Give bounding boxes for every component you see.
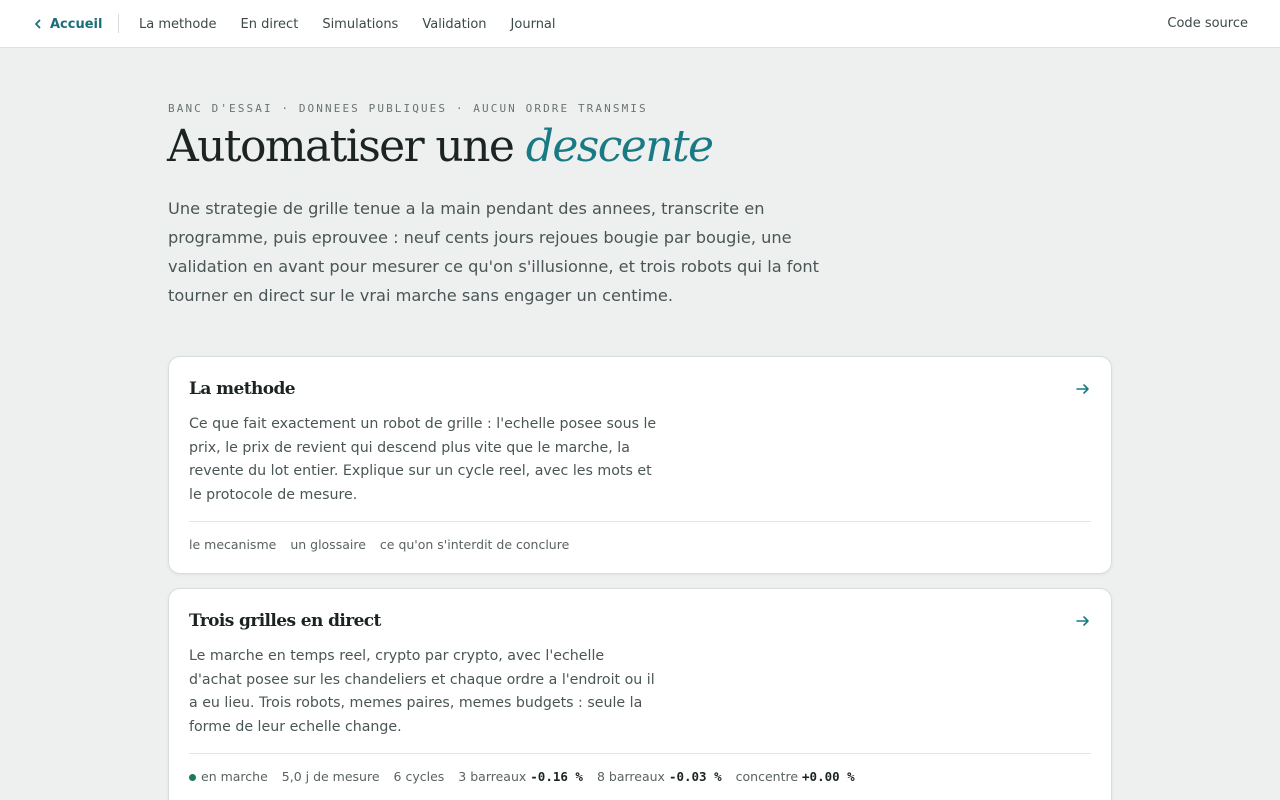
home-link-label: Accueil bbox=[50, 16, 103, 32]
chevron-left-icon bbox=[32, 18, 44, 30]
nav-link-methode[interactable]: La methode bbox=[139, 16, 217, 32]
stat-value: -0.16 % bbox=[530, 768, 583, 784]
card-divider bbox=[189, 753, 1091, 754]
stat-label: 3 barreaux bbox=[458, 768, 527, 784]
arrow-right-icon[interactable] bbox=[1075, 382, 1091, 396]
measure-duration: 5,0 j de mesure bbox=[281, 768, 380, 784]
live-dot-icon bbox=[189, 774, 196, 781]
stat-concentre bbox=[736, 769, 855, 784]
card-title: La methode bbox=[189, 379, 295, 399]
card-live-stats bbox=[189, 767, 855, 785]
card-divider bbox=[189, 521, 1091, 522]
hero-eyebrow: BANC D'ESSAI · DONNEES PUBLIQUES · AUCUN ORDRE TRANSMIS bbox=[168, 102, 648, 115]
card-tags bbox=[189, 535, 569, 553]
source-code-link[interactable]: Code source bbox=[1167, 16, 1248, 31]
card-tag: ce qu'on s'interdit de conclure bbox=[379, 536, 570, 552]
arrow-right-icon[interactable] bbox=[1075, 614, 1091, 628]
stat-3-barreaux bbox=[458, 769, 583, 784]
page-title-accent: descente bbox=[525, 121, 713, 172]
hero-lede: Une strategie de grille tenue a la main pendant des annees, transcrite en programme, puis eprouvee : neuf cents jours rejoues bougie par bougie, une validation en avant pour mesurer ce qu'on s'illusionne, et trois robots qui la font tourner en direct sur le vrai marche sans engager un centime. bbox=[168, 199, 819, 305]
top-navigation-bar bbox=[0, 0, 1280, 48]
card-description: Le marche en temps reel, crypto par crypto, avec l'echelle d'achat posee sur les chandeliers et chaque ordre a l'endroit ou il a eu lieu. Trois robots, memes paires, memes budgets : seule la forme de leur echelle change. bbox=[189, 648, 655, 735]
card-title: Trois grilles en direct bbox=[189, 611, 381, 631]
nav-link-journal[interactable]: Journal bbox=[510, 16, 556, 32]
main-nav bbox=[139, 14, 556, 34]
nav-link-simulations[interactable]: Simulations bbox=[322, 16, 399, 32]
stat-8-barreaux bbox=[597, 769, 722, 784]
stat-label: concentre bbox=[735, 768, 799, 784]
nav-link-en-direct[interactable]: En direct bbox=[240, 16, 299, 32]
card-description: Ce que fait exactement un robot de grille : l'echelle posee sous le prix, le prix de revient qui descend plus vite que le marche, la revente du lot entier. Explique sur un cycle reel, avec les mots et le protocole de mesure. bbox=[189, 416, 657, 503]
card-live-grids[interactable] bbox=[168, 588, 1112, 800]
card-methode[interactable] bbox=[168, 356, 1112, 574]
nav-divider bbox=[118, 14, 119, 33]
stat-value: -0.03 % bbox=[668, 768, 722, 784]
nav-link-validation[interactable]: Validation bbox=[422, 16, 487, 32]
page-title-plain: Automatiser une bbox=[167, 121, 514, 172]
live-status-label: en marche bbox=[201, 768, 268, 784]
stat-label: 8 barreaux bbox=[596, 768, 665, 784]
live-status bbox=[189, 769, 268, 784]
stat-value: +0.00 % bbox=[802, 768, 855, 784]
cycle-count: 6 cycles bbox=[393, 768, 445, 784]
card-tag: un glossaire bbox=[290, 536, 366, 552]
page-title bbox=[167, 118, 712, 176]
home-link[interactable] bbox=[32, 14, 102, 34]
card-tag: le mecanisme bbox=[189, 536, 277, 552]
